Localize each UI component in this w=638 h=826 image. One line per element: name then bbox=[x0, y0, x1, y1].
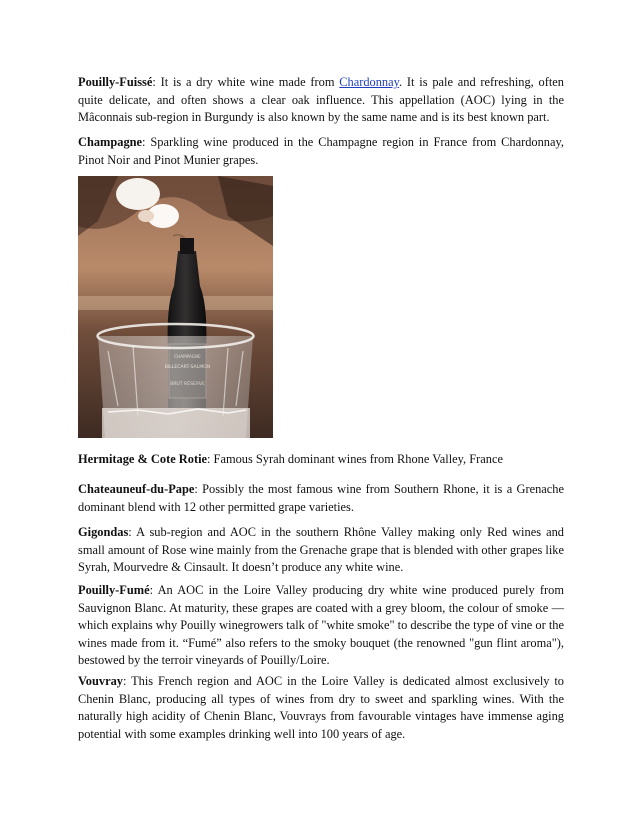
text-pouilly-fume: : An AOC in the Loire Valley producing dry white wine produced purely from Sauvignon Blanc. At maturity, these grapes are coated with a grey bloom, the colour of smoke — which explains why Pouilly winegrowers talk of "white smoke" to describe the type of vine or the wines made from it. “Fumé” also refers to the smoky bouquet (the renowned "gun flint aroma"), bestowed by the terroir vineyards of Pouilly/Loire. bbox=[78, 583, 564, 668]
paragraph-chateauneuf bbox=[78, 481, 564, 516]
text-vouvray: : This French region and AOC in the Loire Valley is dedicated almost exclusively to Chenin Blanc, producing all types of wines from dry to sweet and sparkling wines. With the naturally high acidity of Chenin Blanc, Vouvrays from favourable vintages have immense aging potential with some examples drinking well into 100 years of age. bbox=[78, 674, 564, 741]
text-pouilly-fuisse-a: : It is a dry white wine made from bbox=[152, 75, 340, 89]
chardonnay-link[interactable]: Chardonnay bbox=[339, 75, 400, 89]
paragraph-pouilly-fuisse bbox=[78, 74, 564, 127]
term-pouilly-fume: Pouilly-Fumé bbox=[78, 583, 150, 597]
text-pouilly-fuisse-b: . It is pale and refreshing, often quite delicate, and often shows a clear oak influence. This appellation (AOC) lying in the Mâconnais sub-region in Burgundy is also known by the same name and is its best known part. bbox=[78, 75, 564, 125]
champagne-bottle-photo bbox=[78, 176, 273, 438]
term-chateauneuf: Chateauneuf-du-Pape bbox=[78, 482, 195, 496]
term-gigondas: Gigondas bbox=[78, 525, 129, 539]
paragraph-hermitage bbox=[78, 451, 564, 469]
paragraph-gigondas bbox=[78, 524, 564, 577]
text-champagne: : Sparkling wine produced in the Champagne region in France from Chardonnay, Pinot Noir and Pinot Munier grapes. bbox=[78, 135, 564, 167]
text-gigondas: : A sub-region and AOC in the southern Rhône Valley making only Red wines and small amount of Rose wine mainly from the Grenache grape that is blended with other grapes like Syrah, Mourvedre & Cinsault. It doesn’t produce any white wine. bbox=[78, 525, 564, 575]
text-chateauneuf: : Possibly the most famous wine from Southern Rhone, it is a Grenache dominant blend with 12 other permitted grape varieties. bbox=[78, 482, 564, 514]
term-pouilly-fuisse: Pouilly-Fuissé bbox=[78, 75, 153, 89]
paragraph-vouvray bbox=[78, 673, 564, 743]
term-vouvray: Vouvray bbox=[78, 674, 123, 688]
text-hermitage: : Famous Syrah dominant wines from Rhone Valley, France bbox=[207, 452, 503, 466]
term-hermitage: Hermitage & Cote Rotie bbox=[78, 452, 208, 466]
paragraph-pouilly-fume bbox=[78, 582, 564, 670]
paragraph-champagne bbox=[78, 134, 564, 169]
term-champagne: Champagne bbox=[78, 135, 143, 149]
